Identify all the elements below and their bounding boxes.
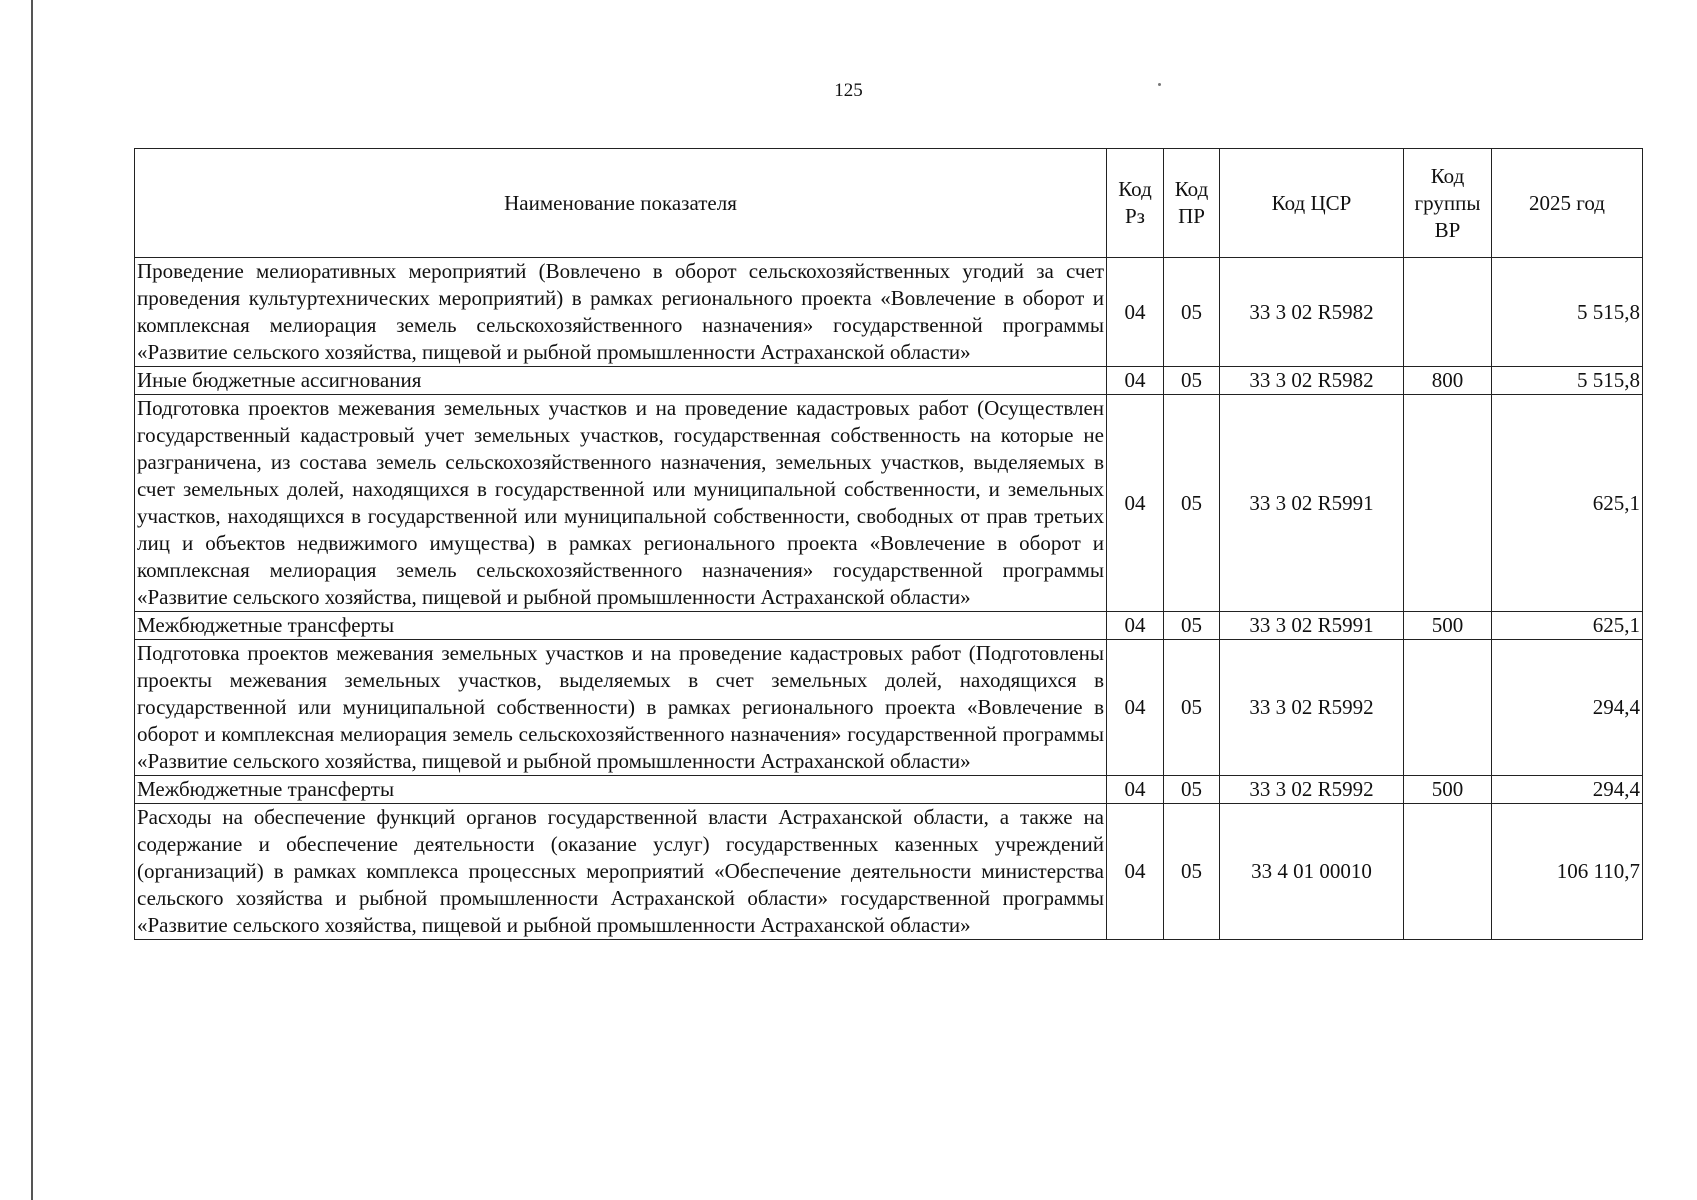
- row-vr: 800: [1404, 367, 1492, 395]
- row-pr: 05: [1164, 640, 1220, 776]
- row-rz: 04: [1107, 776, 1164, 804]
- row-vr: [1404, 395, 1492, 612]
- row-name: Расходы на обеспечение функций органов государственной власти Астраханской области, а также на содержание и обеспечение деятельности (оказание услуг) государственных казенных учреждений (организаций) в рамках комплекса процессных мероприятий «Обеспечение деятельности министерства сельского хозяйства и рыбной промышленности Астраханской области» государственной программы «Развитие сельского хозяйства, пищевой и рыбной промышленности Астраханской области»: [135, 804, 1107, 940]
- row-vr: [1404, 804, 1492, 940]
- row-name: Подготовка проектов межевания земельных участков и на проведение кадастровых работ (Осуществлен государственный кадастровый учет земельных участков, государственная собственность на которые не разграничена, из состава земель сельскохозяйственного назначения, земельных участков, выделяемых в счет земельных долей, находящихся в государственной или муниципальной собственности, и земельных участков, находящихся в государственной или муниципальной собственности, свободных от прав третьих лиц и объектов недвижимого имущества) в рамках регионального проекта «Вовлечение в оборот и комплексная мелиорация земель сельскохозяйственного назначения» государственной программы «Развитие сельского хозяйства, пищевой и рыбной промышленности Астраханской области»: [135, 395, 1107, 612]
- row-name: Проведение мелиоративных мероприятий (Вовлечено в оборот сельскохозяйственных угодий за счет проведения культуртехнических мероприятий) в рамках регионального проекта «Вовлечение в оборот и комплексная мелиорация земель сельскохозяйственного назначения» государственной программы «Развитие сельского хозяйства, пищевой и рыбной промышленности Астраханской области»: [135, 258, 1107, 367]
- row-rz: 04: [1107, 367, 1164, 395]
- scan-speck: [1158, 83, 1161, 86]
- row-vr: 500: [1404, 776, 1492, 804]
- page-number: 125: [834, 80, 863, 101]
- row-value: 5 515,8: [1492, 367, 1643, 395]
- row-value: 106 110,7: [1492, 804, 1643, 940]
- header-code-csr: Код ЦСР: [1220, 149, 1404, 258]
- row-name: Подготовка проектов межевания земельных участков и на проведение кадастровых работ (Подготовлены проекты межевания земельных участков, выделяемых в счет земельных долей, находящихся в государственной или муниципальной собственности) в рамках регионального проекта «Вовлечение в оборот и комплексная мелиорация земель сельскохозяйственного назначения» государственной программы «Развитие сельского хозяйства, пищевой и рыбной промышленности Астраханской области»: [135, 640, 1107, 776]
- header-code-pr: Код ПР: [1164, 149, 1220, 258]
- row-csr: 33 3 02 R5982: [1220, 367, 1404, 395]
- row-csr: 33 3 02 R5992: [1220, 776, 1404, 804]
- row-rz: 04: [1107, 258, 1164, 367]
- row-rz: 04: [1107, 395, 1164, 612]
- row-csr: 33 3 02 R5982: [1220, 258, 1404, 367]
- row-pr: 05: [1164, 258, 1220, 367]
- table-header-row: [135, 149, 1643, 258]
- row-value: 625,1: [1492, 612, 1643, 640]
- table-row: [135, 804, 1643, 940]
- table-row: [135, 776, 1643, 804]
- row-value: 5 515,8: [1492, 258, 1643, 367]
- header-year-2025: 2025 год: [1492, 149, 1643, 258]
- table-row: [135, 367, 1643, 395]
- row-name: Иные бюджетные ассигнования: [135, 367, 1107, 395]
- budget-table: [134, 148, 1643, 940]
- header-code-rz: Код Рз: [1107, 149, 1164, 258]
- binding-margin-line: [31, 0, 33, 1200]
- row-csr: 33 3 02 R5992: [1220, 640, 1404, 776]
- table-row: [135, 258, 1643, 367]
- row-value: 625,1: [1492, 395, 1643, 612]
- table-row: [135, 612, 1643, 640]
- row-value: 294,4: [1492, 640, 1643, 776]
- header-code-vr: Код группы ВР: [1404, 149, 1492, 258]
- row-vr: [1404, 640, 1492, 776]
- row-pr: 05: [1164, 804, 1220, 940]
- row-pr: 05: [1164, 612, 1220, 640]
- row-pr: 05: [1164, 395, 1220, 612]
- row-pr: 05: [1164, 776, 1220, 804]
- row-vr: 500: [1404, 612, 1492, 640]
- table-row: [135, 395, 1643, 612]
- row-name: Межбюджетные трансферты: [135, 612, 1107, 640]
- header-indicator-name: Наименование показателя: [135, 149, 1107, 258]
- row-rz: 04: [1107, 804, 1164, 940]
- row-csr: 33 3 02 R5991: [1220, 395, 1404, 612]
- row-name: Межбюджетные трансферты: [135, 776, 1107, 804]
- row-vr: [1404, 258, 1492, 367]
- row-rz: 04: [1107, 612, 1164, 640]
- row-value: 294,4: [1492, 776, 1643, 804]
- table-row: [135, 640, 1643, 776]
- row-pr: 05: [1164, 367, 1220, 395]
- row-csr: 33 4 01 00010: [1220, 804, 1404, 940]
- row-csr: 33 3 02 R5991: [1220, 612, 1404, 640]
- row-rz: 04: [1107, 640, 1164, 776]
